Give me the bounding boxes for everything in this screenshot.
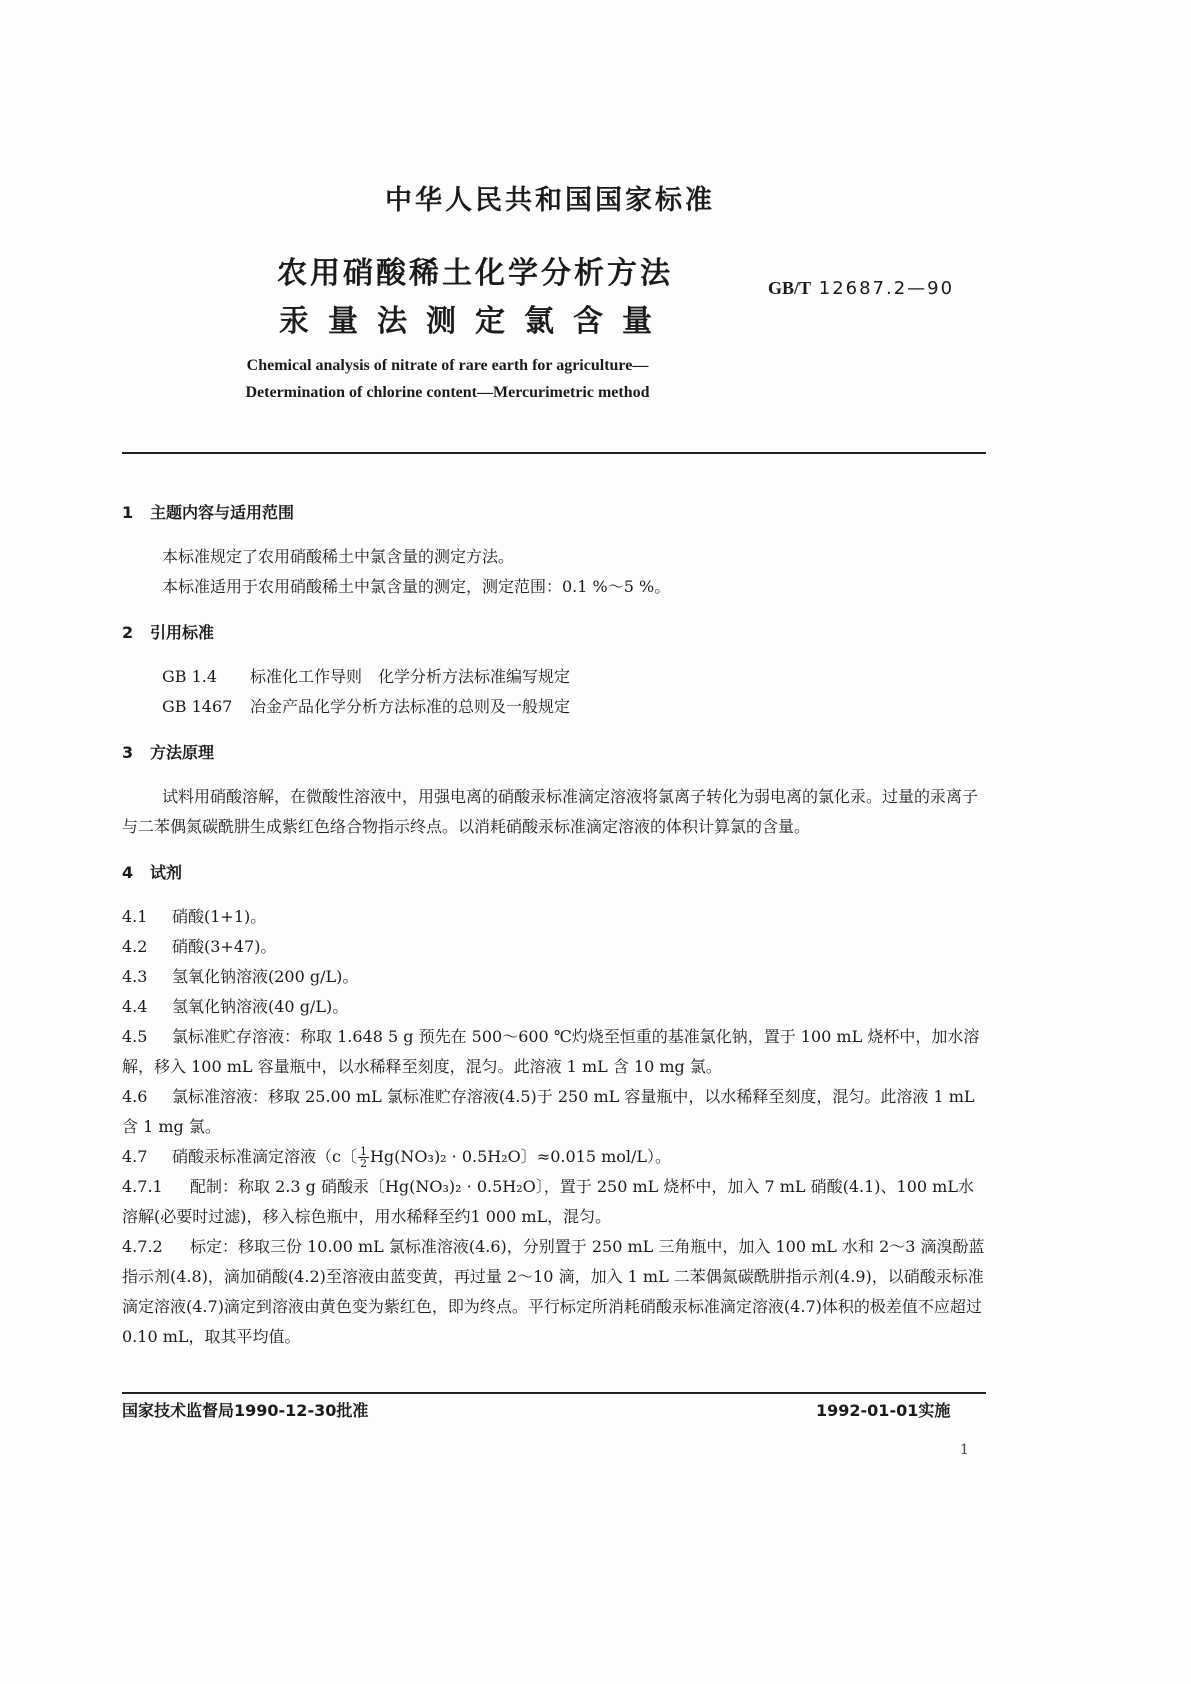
reagent-item [122,1022,986,1082]
fraction-denominator: 2 [359,1157,367,1170]
item-text: 硝酸汞标准滴定溶液（c〔 [172,1147,357,1166]
item-text: 硝酸(3+47)。 [172,937,277,956]
item-text: 配制：称取 2.3 g 硝酸汞〔Hg(NO₃)₂ · 0.5H₂O〕，置于 250 mL 烧杯中，加入 7 mL 硝酸(4.1)、100 mL水溶解(必要时过滤)，移入棕色瓶中，用水稀释至约1 000 mL，混匀。 [122,1177,974,1226]
item-number: 4.2 [122,937,148,956]
paragraph: 本标准规定了农用硝酸稀土中氯含量的测定方法。 [162,547,515,566]
reagent-item [122,902,986,932]
item-number: 4.4 [122,997,148,1016]
item-number: 4.7 [122,1147,148,1166]
item-text: 标定：移取三份 10.00 mL 氯标准溶液(4.6)，分别置于 250 mL 三角瓶中，加入 100 mL 水和 2～3 滴溴酚蓝指示剂(4.8)，滴加硝酸(4.2)至溶液由蓝变黄，再过量 2～10 滴，加入 1 mL 二苯偶氮碳酰肼指示剂(4.9)，以硝酸汞标准滴定溶液(4.7)滴定到溶液由黄色变为紫红色，即为终点。平行标定所消耗硝酸汞标准滴定溶液(4.7)体积的极差值不应超过 0.10 mL，取其平均值。 [122,1237,985,1346]
document-body [122,498,986,1352]
section-title: 试剂 [150,863,183,882]
standard-code: 12687.2—90 [818,278,955,299]
section-number: 1 [122,503,134,522]
header-divider [122,452,986,454]
section-heading [122,858,986,888]
section-heading [122,498,986,528]
item-text: 氯标准溶液：移取 25.00 mL 氯标准贮存溶液(4.5)于 250 mL 容量瓶中，以水稀释至刻度，混匀。此溶液 1 mL 含 1 mg 氯。 [122,1087,975,1136]
item-number: 4.3 [122,967,148,986]
standard-prefix: GB/T [768,278,812,298]
paragraph: 试料用硝酸溶解，在微酸性溶液中，用强电离的硝酸汞标准滴定溶液将氯离子转化为弱电离的氯化汞。过量的汞离子与二苯偶氮碳酰肼生成紫红色络合物指示终点。以消耗硝酸汞标准滴定溶液的体积计算氯的含量。 [122,787,979,836]
item-text: 氢氧化钠溶液(200 g/L)。 [172,967,359,986]
item-text: 氢氧化钠溶液(40 g/L)。 [172,997,349,1016]
reference-item [122,692,986,722]
paragraph: 本标准适用于农用硝酸稀土中氯含量的测定，测定范围：0.1 %～5 %。 [162,577,671,596]
reference-item [122,662,986,692]
section-title: 主题内容与适用范围 [150,503,295,522]
item-number: 4.6 [122,1087,148,1106]
reagent-item [122,932,986,962]
item-number: 4.1 [122,907,148,926]
approval-date: 国家技术监督局1990-12-30批准 [122,1401,369,1420]
reagent-item [122,962,986,992]
item-number: 4.5 [122,1027,148,1046]
item-text: Hg(NO₃)₂ · 0.5H₂O〕≈0.015 mol/L）。 [369,1147,672,1166]
reagent-item [122,992,986,1022]
reagent-item [122,1142,986,1172]
fraction [358,1146,369,1169]
footer-divider [122,1392,986,1394]
title-cn-line1: 农用硝酸稀土化学分析方法 [277,256,673,291]
reference-title: 标准化工作导则 化学分析方法标准编写规定 [250,667,571,686]
page-number: 1 [960,1442,969,1458]
reference-code: GB 1.4 [162,667,218,686]
section-number: 2 [122,623,134,642]
section-title: 引用标准 [150,623,215,642]
item-text: 硝酸(1+1)。 [172,907,267,926]
title-en-line1: Chemical analysis of nitrate of rare earth for agriculture— [246,357,649,374]
item-number: 4.7.1 [122,1177,163,1196]
effective-date: 1992-01-01实施 [816,1401,951,1420]
section-number: 3 [122,743,134,762]
title-cn-line2: 汞量法测定氯含量 [279,304,671,339]
reagent-subitem [122,1232,986,1352]
reference-title: 冶金产品化学分析方法标准的总则及一般规定 [250,697,571,716]
fraction-numerator: 1 [359,1145,367,1158]
section-number: 4 [122,863,134,882]
section-heading [122,618,986,648]
title-en-line2: Determination of chlorine content—Mercurimetric method [245,384,650,401]
reagent-subitem [122,1172,986,1232]
standard-number [768,278,954,299]
section-heading [122,738,986,768]
item-text: 氯标准贮存溶液：称取 1.648 5 g 预先在 500～600 ℃灼烧至恒重的基准氯化钠，置于 100 mL 烧杯中，加水溶解，移入 100 mL 容量瓶中，以水稀释至刻度，混匀。此溶液 1 mL 含 10 mg 氯。 [122,1027,980,1076]
reference-code: GB 1467 [162,697,233,716]
issuing-authority: 中华人民共和国国家标准 [385,185,715,216]
item-number: 4.7.2 [122,1237,163,1256]
section-title: 方法原理 [150,743,215,762]
reagent-item [122,1082,986,1142]
